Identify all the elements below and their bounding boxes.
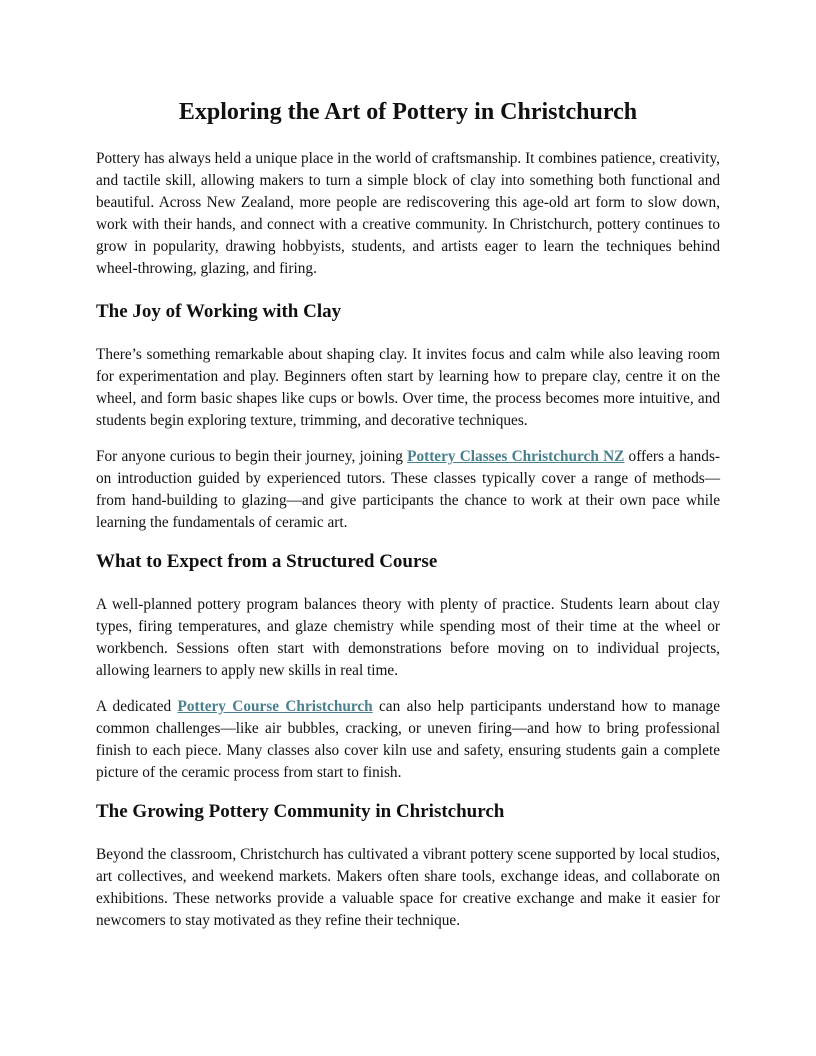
intro-paragraph: Pottery has always held a unique place in the world of craftsmanship. It combines patience, creativity, and tactile skill, allowing makers to turn a simple block of clay into something both functional and beautiful. Across New Zealand, more people are rediscovering this age-old art form to slow down, work with their hands, and connect with a creative community. In Christchurch, pottery continues to grow in popularity, drawing hobbyists, students, and artists eager to learn the techniques behind wheel-throwing, glazing, and firing. xyxy=(96,150,720,277)
joy-paragraph-2-lead: For anyone curious to begin their journey, joining xyxy=(96,448,408,465)
expect-paragraph-1: A well-planned pottery program balances theory with plenty of practice. Students learn about clay types, firing temperatures, and glaze chemistry while spending most of their time at the wheel or workbench. Sessions often start with demonstrations before moving on to individual projects, allowing learners to apply new skills in real time. xyxy=(96,596,720,679)
expect-paragraph-2-tail: can also help participants understand how to manage common challenges—like air bubbles, cracking, or uneven firing—and how to bring professional finish to each piece. Many classes also cover kiln use and safety, ensuring students gain a complete picture of the ceramic process from start to finish. xyxy=(96,698,720,781)
expect-paragraph-2 xyxy=(96,696,720,784)
joy-paragraph-2-tail: offers a hands-on introduction guided by experienced tutors. These classes typically cover a range of methods—from hand-building to glazing—and give participants the chance to work at their own pace while learning the fundamentals of ceramic art. xyxy=(96,448,720,531)
growing-paragraph-1: Beyond the classroom, Christchurch has cultivated a vibrant pottery scene supported by local studios, art collectives, and weekend markets. Makers often share tools, exchange ideas, and collaborate on exhibitions. These networks provide a valuable space for creative exchange and make it easier for newcomers to stay motivated as they refine their technique. xyxy=(96,846,720,929)
pottery-course-link[interactable]: Pottery Course Christchurch xyxy=(177,698,373,715)
section-heading-joy: The Joy of Working with Clay xyxy=(96,301,342,322)
joy-paragraph-2 xyxy=(96,446,720,534)
joy-paragraph-1: There’s something remarkable about shaping clay. It invites focus and calm while also leaving room for experimentation and play. Beginners often start by learning how to prepare clay, centre it on the wheel, and form basic shapes like cups or bowls. Over time, the process becomes more intuitive, and students begin exploring texture, trimming, and decorative techniques. xyxy=(96,346,720,429)
expect-paragraph-2-lead: A dedicated xyxy=(96,698,178,715)
document-page xyxy=(96,0,720,932)
pottery-classes-link[interactable]: Pottery Classes Christchurch NZ xyxy=(407,448,625,465)
page-title: Exploring the Art of Pottery in Christchurch xyxy=(178,99,638,125)
section-heading-growing: The Growing Pottery Community in Christchurch xyxy=(96,801,505,822)
section-heading-expect: What to Expect from a Structured Course xyxy=(96,551,438,572)
